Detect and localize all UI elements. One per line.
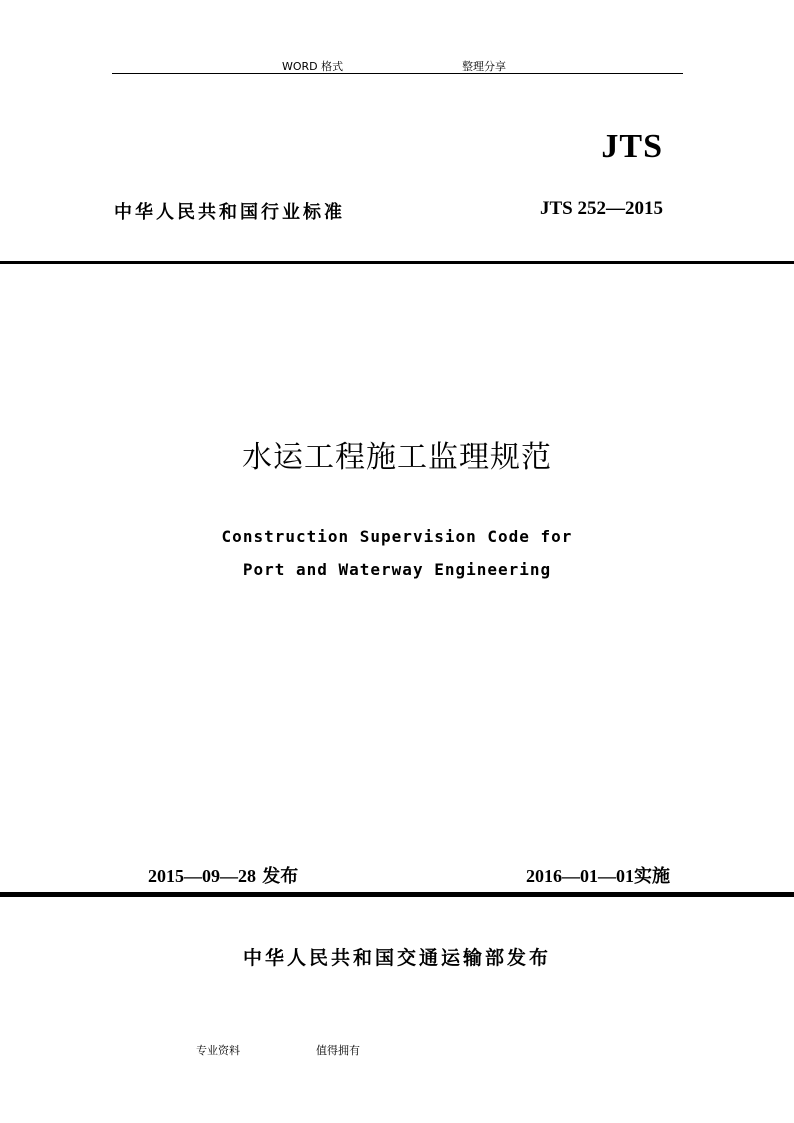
header-left-text: WORD 格式 <box>282 60 344 73</box>
implement-date-block <box>526 862 670 888</box>
standard-number: JTS 252—2015 <box>540 198 663 219</box>
title-english-line2: Port and Waterway Engineering <box>242 560 552 579</box>
footer-left-text: 专业资料 <box>196 1044 240 1057</box>
title-chinese: 水运工程施工监理规范 <box>242 440 552 475</box>
issue-date-block <box>148 862 298 888</box>
publisher: 中华人民共和国交通运输部发布 <box>242 947 551 969</box>
standard-code: JTS <box>601 128 663 165</box>
implement-label: 实施 <box>634 866 670 887</box>
bottom-thick-rule <box>0 892 794 897</box>
industry-standard-label: 中华人民共和国行业标准 <box>114 202 345 223</box>
issue-date: 2015—09—28 <box>148 866 256 886</box>
title-english-line1: Construction Supervision Code for <box>221 527 573 546</box>
implement-date: 2016—01—01 <box>526 866 634 886</box>
header-divider <box>112 73 683 74</box>
footer-right-text: 值得拥有 <box>316 1044 360 1057</box>
issue-label: 发布 <box>262 866 299 887</box>
top-thick-rule <box>0 261 794 264</box>
header-right-text: 整理分享 <box>462 60 506 73</box>
